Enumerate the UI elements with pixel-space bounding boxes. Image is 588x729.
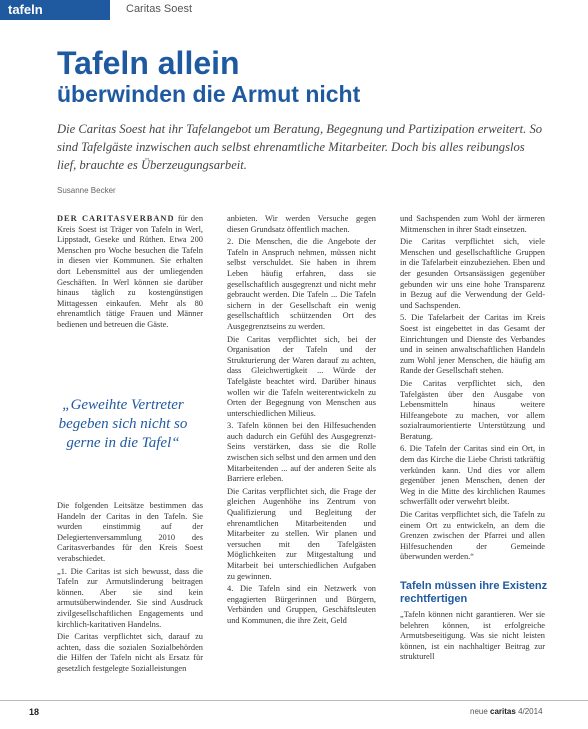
magazine-issue: 4/2014 bbox=[518, 707, 543, 716]
col1-paragraph-4: Die Caritas verpflichtet sich, darauf zu achten, dass die sozialen Sozialbehörden die Hilfen der Tafeln nicht als Ersatz für gesetzlich festgelegte Sozialleistungen bbox=[57, 632, 203, 673]
col3-paragraph-3: 5. Die Tafelarbeit der Caritas im Kreis Soest ist eingebettet in das Gesamt der Einrichtungen und Dienste des Verbandes und in seinen anwaltschaftlichen Handeln zum Wohl jener Menschen, die häufig am Rande der Gesellschaft stehen. bbox=[400, 313, 545, 376]
magazine-prefix: neue bbox=[470, 707, 488, 716]
column-3-subheading: Tafeln müssen ihre Existenz rechtfertigen bbox=[400, 580, 548, 605]
col1-paragraph-1 bbox=[57, 214, 203, 331]
top-bar bbox=[0, 0, 588, 20]
headline-line1: Tafeln allein bbox=[57, 45, 240, 81]
lead-paragraph: Die Caritas Soest hat ihr Tafelangebot um Beratung, Begegnung und Partizipation erweitert. So sind Tafelgäste inzwischen auch selbst ehrenamtliche Mitarbeiter. Doch bis alles reibungslos lief, brauchte es Überzeugungsarbeit. bbox=[57, 122, 543, 172]
col1-paragraph-2: Die folgenden Leitsätze bestimmen das Handeln der Caritas in den Tafeln. Sie wurden einstimmig auf der Delegiertenversammlung 2010 des Caritasverbandes für den Kreis Soest verabschiedet. bbox=[57, 501, 203, 563]
col3-paragraph-5: 6. Die Tafeln der Caritas sind ein Ort, in dem das Kirche die Liebe Christi tatkräftig verkünden kann. Und dies vor allem gegenüber jenen Menschen, denen der Weg in die Mitte des kirchlichen Raumes schwerfällt oder verwehrt bleibt. bbox=[400, 444, 545, 507]
col2-paragraph-4: 3. Tafeln können bei den Hilfesuchenden auch dadurch ein Gefühl des Ausgegrenzt-Seins verstärken, dass sie die Rolle zwischen sich selbst und den armen und den Mitarbeitenden ... auf der anderen Seite als Barriere erleben. bbox=[227, 421, 376, 484]
section-label: Caritas Soest bbox=[126, 3, 193, 15]
column-1-lower bbox=[57, 501, 203, 677]
col1-paragraph-3: „1. Die Caritas ist sich bewusst, dass die Tafeln zur Armutslinderung beitragen können. Aber sie sind kein armutsüberwindender. Sie sind Ausdruck zivilgesellschaftlichen Engagements und kirchlich-karitativen Handelns. bbox=[57, 566, 203, 629]
col3-paragraph-6: Die Caritas verpflichtet sich, die Tafeln zu einem Ort zu entwickeln, an dem die Grenzen zwischen der Pfarrei und allen Hilfesuchenden der Gemeinde überwunden werden.“ bbox=[400, 510, 545, 562]
author-byline: Susanne Becker bbox=[57, 186, 116, 195]
col2-paragraph-1: anbieten. Wir werden Versuche gegen diesen Grundsatz öffentlich machen. bbox=[227, 214, 376, 234]
col3-paragraph-4: Die Caritas verpflichtet sich, den Tafelgästen über den Ausgabe von Lebensmitteln hinaus weitere Hilfeangebote zu machen, vor allem sozialraumorientierte Unterstützung und Beratung. bbox=[400, 378, 545, 441]
col1-leadword: DER CARITASVERBAND bbox=[57, 214, 175, 223]
magazine-name: caritas bbox=[490, 707, 516, 716]
headline-line2: überwinden die Armut nicht bbox=[57, 81, 361, 107]
col2-paragraph-6: 4. Die Tafeln sind ein Netzwerk von engagierten Bürgerinnen und Bürgern, Verbänden und Gruppen, Geschäftsleuten und Kommunen, die ihre Zeit, Geld bbox=[227, 584, 376, 625]
col3-paragraph-1: und Sachspenden zum Wohl der ärmeren Mitmenschen in ihrer Stadt einsetzen. bbox=[400, 214, 545, 234]
column-3-lower bbox=[400, 610, 545, 665]
col3-paragraph-2: Die Caritas verpflichtet sich, viele Menschen und gesellschaftliche Gruppen in die Tafelarbeit einzubeziehen. Eben und der gesunden Ortsansässigen gegenüber gebunden wir uns eine hohe Transparenz in Bezug auf die Verwendung der Geld- und Sachspenden. bbox=[400, 237, 545, 310]
col1-p1-text: für den Kreis Soest ist Träger von Tafeln in Werl, Lippstadt, Geseke und Rüthen. Etwa 200 Menschen pro Woche besuchen die Tafeln in diesen vier Kommunen. Sie erhalten dort Lebensmittel aus der umliegenden Geschäften. In Werl können sie darüber hinaus täglich zu kostengünstigen Mittagessen einkaufen. Mehr als 80 ehrenamtlich tätige Frauen und Männer bedienen und betreuen die Gäste. bbox=[57, 214, 204, 329]
col2-paragraph-2: 2. Die Menschen, die die Angebote der Tafeln in Anspruch nehmen, müssen nicht selbst verschuldet. Sie haben in ihrem Leben häufig erfahren, dass sie gesellschaftlich ausgegrenzt und nicht mehr gebraucht werden. Die Tafeln ... Die Tafeln sichern in der Gesellschaft ein wenig gesellschaftlich schützenden Ort des Ausgegrenztseins zu werden. bbox=[227, 237, 376, 331]
footer-divider bbox=[0, 700, 588, 701]
col3-paragraph-7: „Tafeln können nicht garantieren. Wer sie belehren können, ist erfolgreiche Armutsbeseitigung. Was sie nicht leisten können, ist ein nachhaltiger Beitrag zur strukturell bbox=[400, 610, 545, 662]
section-tag-tafeln: tafeln bbox=[0, 0, 110, 20]
col2-paragraph-3: Die Caritas verpflichtet sich, bei der Organisation der Tafeln und der Strukturierung der Waren darauf zu achten, dass Gleichwertigkeit ... Würde der Tafelgäste beachtet wird. Darüber hinaus wollen wir die Tafeln weiterentwickeln zu Orten der Begegnung von Menschen aus unterschiedlichen Milieus. bbox=[227, 334, 376, 418]
pull-quote: „Geweihte Vertreter begeben sich nicht so gerne in die Tafel“ bbox=[58, 397, 188, 451]
column-2 bbox=[227, 214, 376, 629]
column-3 bbox=[400, 214, 545, 565]
column-1 bbox=[57, 214, 203, 333]
magazine-footer bbox=[470, 707, 543, 716]
page-number: 18 bbox=[29, 707, 40, 717]
col2-paragraph-5: Die Caritas verpflichtet sich, die Frage der gleichen Augenhöhe ins Zentrum von Qualifizierung und Begleitung der ehrenamtlichen Mitarbeitenden und Mitarbeiter zu stellen. Wir planen und versuchen mit den Tafelgästen Möglichkeiten zur Mitgestaltung und Mitarbeit bei unterschiedlichen Aufgaben zu gewinnen. bbox=[227, 486, 376, 581]
